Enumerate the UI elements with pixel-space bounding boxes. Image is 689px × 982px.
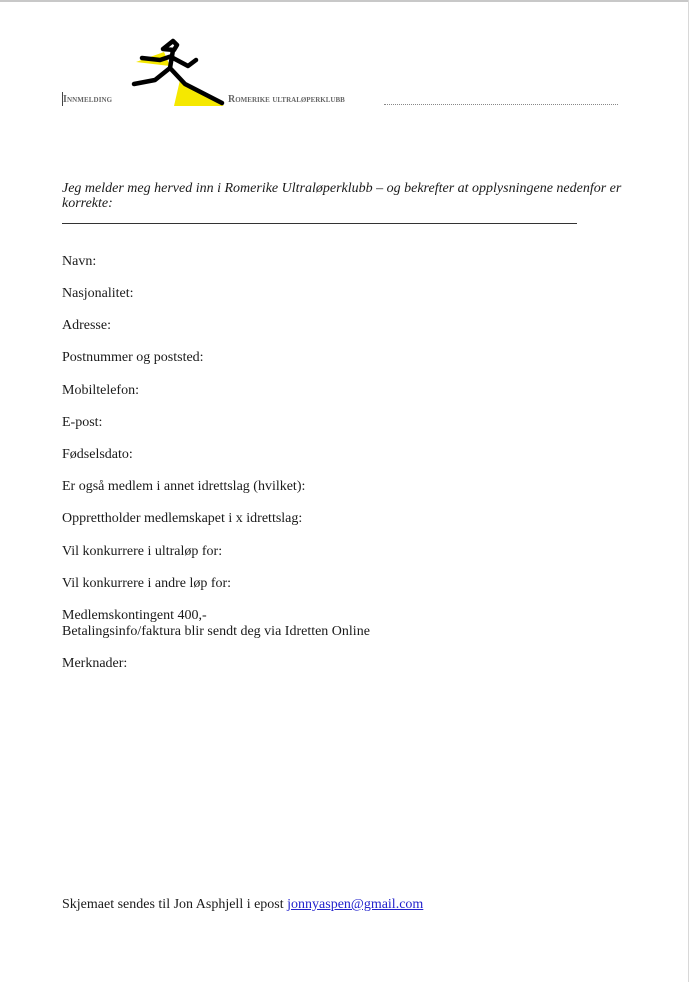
field-navn[interactable]: Navn: xyxy=(62,254,97,269)
field-adresse[interactable]: Adresse: xyxy=(62,318,111,333)
document-header xyxy=(62,92,622,108)
field-postnummer[interactable]: Postnummer og poststed: xyxy=(62,350,204,365)
email-link[interactable]: jonnyaspen@gmail.com xyxy=(287,897,424,912)
field-ultralop[interactable]: Vil konkurrere i ultraløp for: xyxy=(62,544,223,559)
top-border xyxy=(0,0,689,2)
field-betalingsinfo: Betalingsinfo/faktura blir sendt deg via Idretten Online xyxy=(62,624,370,639)
intro-divider xyxy=(62,223,577,224)
field-merknader[interactable]: Merknader: xyxy=(62,656,128,671)
field-kontingent: Medlemskontingent 400,- xyxy=(62,608,207,623)
field-fodselsdato[interactable]: Fødselsdato: xyxy=(62,447,133,462)
field-nasjonalitet[interactable]: Nasjonalitet: xyxy=(62,286,134,301)
field-annet-idrettslag[interactable]: Er også medlem i annet idrettslag (hvilket): xyxy=(62,479,306,494)
header-club-name: Romerike ultraløperklubb xyxy=(228,94,345,105)
field-andre-lop[interactable]: Vil konkurrere i andre løp for: xyxy=(62,576,232,591)
field-mobiltelefon[interactable]: Mobiltelefon: xyxy=(62,383,139,398)
field-opprettholder[interactable]: Opprettholder medlemskapet i x idrettslag: xyxy=(62,511,303,526)
intro-statement: Jeg melder meg herved inn i Romerike Ultraløperklubb – og bekrefter at opplysningene nedenfor er korrekte: xyxy=(62,181,622,211)
footer-text: Skjemaet sendes til Jon Asphjell i epost xyxy=(62,897,288,912)
footer-note xyxy=(62,897,423,913)
header-dotted-line xyxy=(384,95,618,105)
field-epost[interactable]: E-post: xyxy=(62,415,103,430)
header-left-label: Innmelding xyxy=(63,94,113,105)
